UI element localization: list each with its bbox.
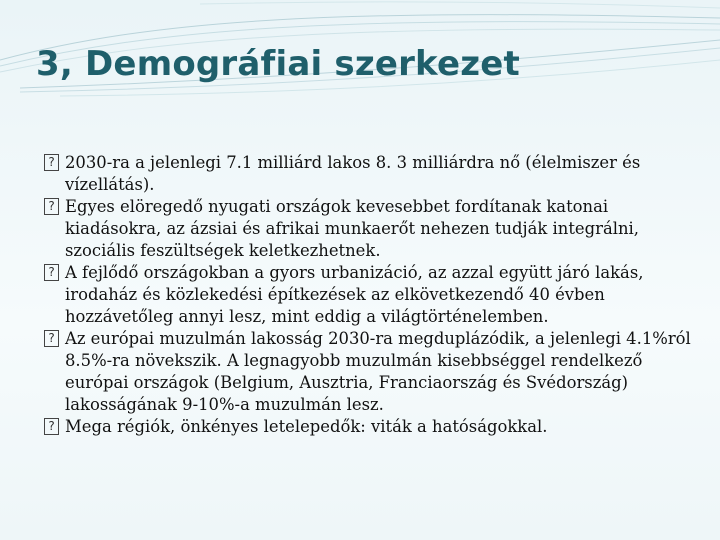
replacement-char-icon: ? — [44, 264, 59, 281]
bullet-item — [44, 196, 694, 262]
bullet-item — [44, 416, 694, 438]
replacement-char-icon: ? — [44, 418, 59, 435]
bullet-text: A fejlődő országokban a gyors urbanizáció, az azzal együtt járó lakás, irodaház és közlekedési építkezések az elkövetkezendő 40 évben hozzávetőleg annyi lesz, mint eddig a világtörténelemben. — [65, 263, 644, 326]
bullet-text: 2030-ra a jelenlegi 7.1 milliárd lakos 8. 3 milliárdra nő (élelmiszer és vízellátás). — [65, 153, 641, 194]
bullet-text: Egyes elöregedő nyugati országok kevesebbet fordítanak katonai kiadásokra, az ázsiai és afrikai munkaerőt nehezen tudják integrálni, szociális feszültségek keletkezhetnek. — [65, 197, 639, 260]
bullet-text: Mega régiók, önkényes letelepedők: viták a hatóságokkal. — [65, 417, 548, 436]
bullet-item — [44, 262, 694, 328]
replacement-char-icon: ? — [44, 198, 59, 215]
replacement-char-icon: ? — [44, 154, 59, 171]
bullet-text: Az európai muzulmán lakosság 2030-ra megduplázódik, a jelenlegi 4.1%ról 8.5%-ra növekszik. A legnagyobb muzulmán kisebbséggel rendelkező európai országok (Belgium, Ausztria, Franciaország és Svédország) lakosságának 9-10%-a muzulmán lesz. — [65, 329, 691, 414]
replacement-char-icon: ? — [44, 330, 59, 347]
bullet-item — [44, 328, 694, 416]
bullet-item — [44, 152, 694, 196]
bullet-list — [44, 152, 694, 438]
slide-title: 3, Demográfiai szerkezet — [36, 44, 520, 84]
